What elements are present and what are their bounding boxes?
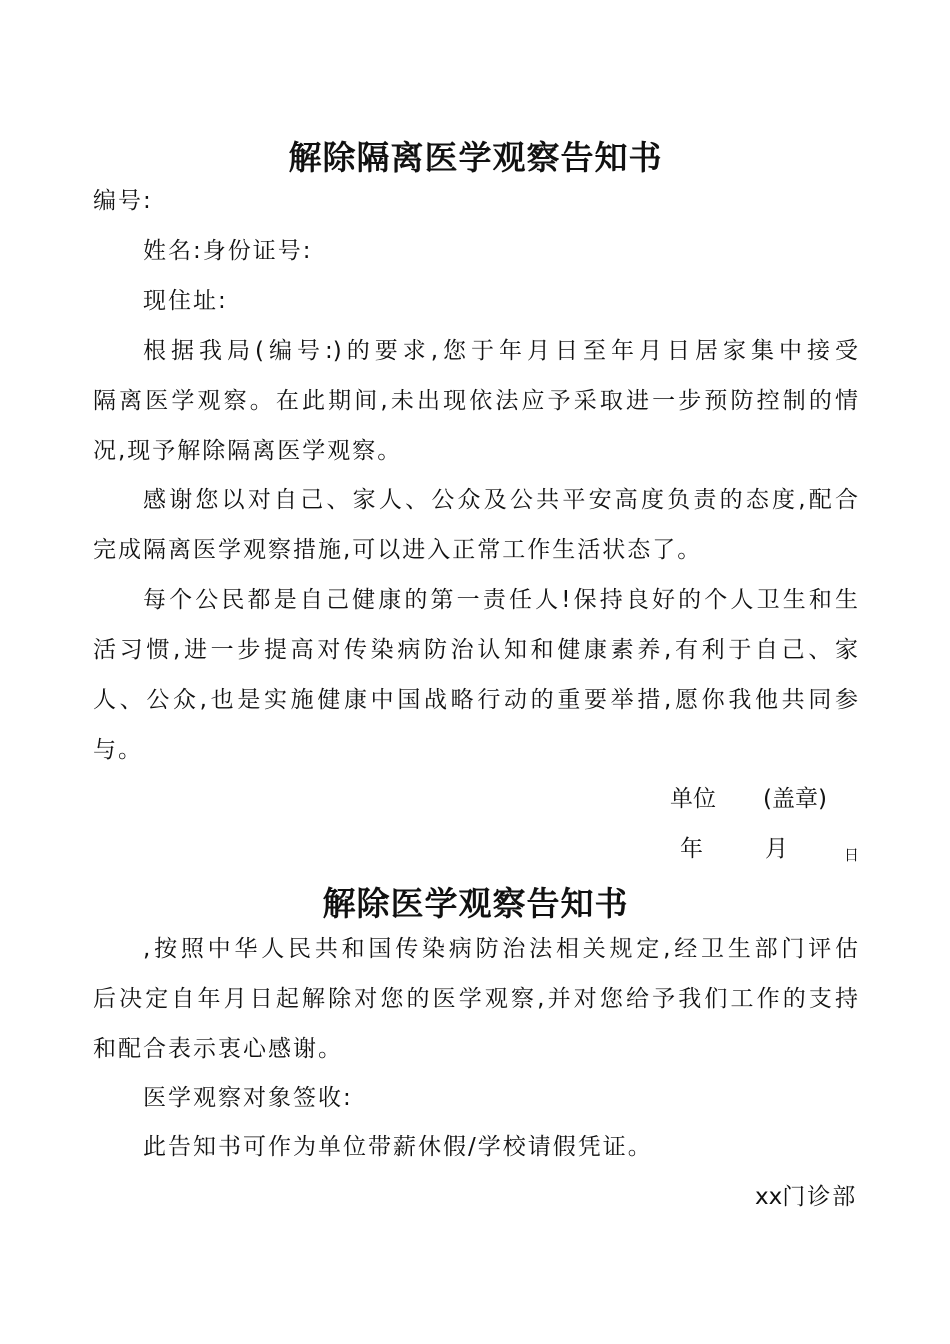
notice2-title: 解除医学观察告知书 bbox=[322, 884, 629, 923]
seal-label: (盖章) bbox=[763, 786, 827, 812]
notice1-address-label: 现住址: bbox=[143, 288, 228, 314]
document-page bbox=[93, 0, 858, 1344]
notice1-number-label: 编号: bbox=[93, 188, 153, 214]
notice1-para3-line2: 活习惯,进一步提高对传染病防治认知和健康素养,有利于自己、家 bbox=[93, 637, 858, 663]
issuer-name: 门诊部 bbox=[782, 1184, 858, 1210]
notice2-para1-line2: 后决定自年月日起解除对您的医学观察,并对您给予我们工作的支持 bbox=[93, 986, 858, 1012]
day-label: 日 bbox=[844, 846, 860, 864]
unit-label: 单位 bbox=[670, 786, 716, 812]
notice2-para1-line3: 和配合表示衷心感谢。 bbox=[93, 1036, 343, 1062]
notice1-para3-line4: 与。 bbox=[93, 737, 143, 763]
notice1-para2-line2: 完成隔离医学观察措施,可以进入正常工作生活状态了。 bbox=[93, 537, 703, 563]
notice1-para1-line3: 况,现予解除隔离医学观察。 bbox=[93, 438, 403, 464]
notice1-para3-line1: 每个公民都是自己健康的第一责任人!保持良好的个人卫生和生 bbox=[143, 587, 858, 613]
month-label: 月 bbox=[765, 836, 788, 862]
notice2-para1-line1: ,按照中华人民共和国传染病防治法相关规定,经卫生部门评估 bbox=[143, 936, 858, 962]
notice1-para1-line2: 隔离医学观察。在此期间,未出现依法应予采取进一步预防控制的情 bbox=[93, 388, 858, 414]
notice2-sign-label: 医学观察对象签收: bbox=[143, 1085, 353, 1111]
notice1-name-label: 姓名:身份证号: bbox=[143, 238, 313, 264]
notice2-voucher-note: 此告知书可作为单位带薪休假/学校请假凭证。 bbox=[143, 1134, 653, 1160]
notice1-para2-line1: 感谢您以对自己、家人、公众及公共平安高度负责的态度,配合 bbox=[143, 487, 858, 513]
issuer-prefix: xx bbox=[755, 1184, 783, 1210]
notice1-para3-line3: 人、公众,也是实施健康中国战略行动的重要举措,愿你我他共同参 bbox=[93, 687, 858, 713]
notice1-para1-line1: 根据我局(编号:)的要求,您于年月日至年月日居家集中接受 bbox=[143, 338, 858, 364]
year-label: 年 bbox=[680, 836, 703, 862]
issuer bbox=[755, 1182, 857, 1212]
notice1-title: 解除隔离医学观察告知书 bbox=[288, 138, 663, 177]
